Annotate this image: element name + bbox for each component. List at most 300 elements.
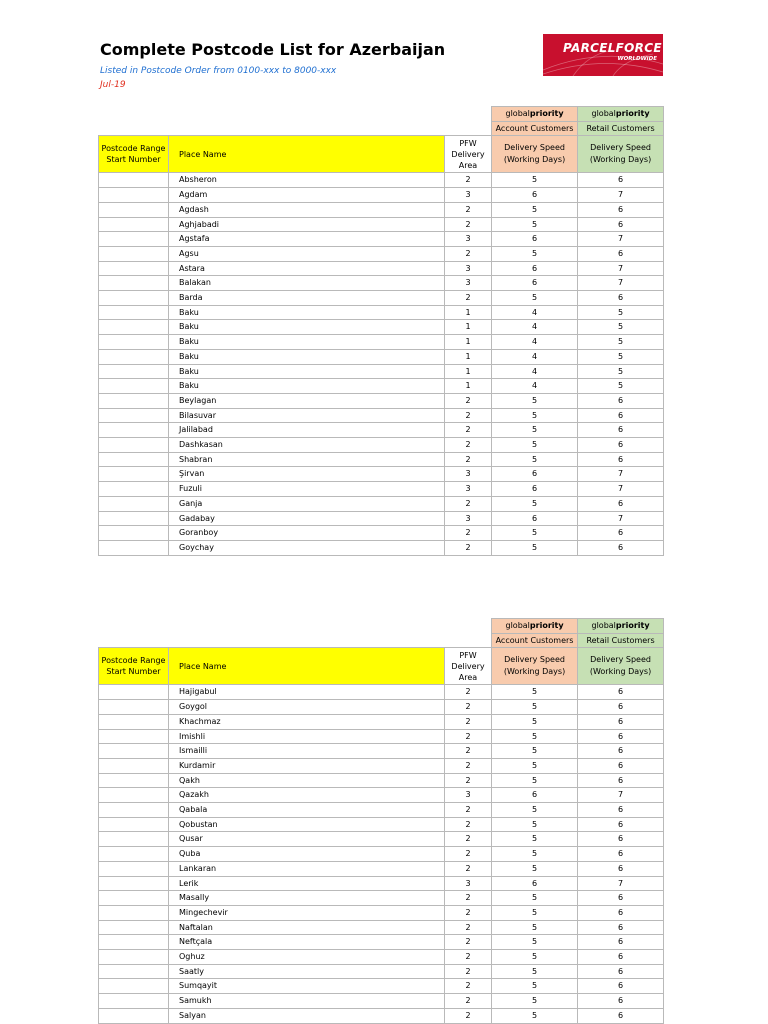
table-row [99,788,664,803]
retail-speed-cell: 6 [578,950,664,965]
account-speed-cell: 5 [492,803,578,818]
delivery-area-cell: 2 [445,964,492,979]
postcode-cell [99,920,169,935]
postcode-cell [99,276,169,291]
account-speed-cell: 5 [492,496,578,511]
place-name-cell: Lerik [169,876,445,891]
retail-speed-cell: 5 [578,320,664,335]
delivery-area-cell: 3 [445,188,492,203]
account-speed-cell: 5 [492,979,578,994]
retail-speed-cell: 7 [578,261,664,276]
delivery-area-cell: 2 [445,393,492,408]
table-row [99,438,664,453]
account-speed-cell: 4 [492,349,578,364]
table-row [99,467,664,482]
place-name-cell: Neftçala [169,935,445,950]
retail-speed-cell: 5 [578,335,664,350]
place-name-cell: Lankaran [169,861,445,876]
retail-speed-cell: 6 [578,202,664,217]
parcelforce-logo [543,34,663,76]
table-row [99,511,664,526]
delivery-area-cell: 2 [445,714,492,729]
account-speed-cell: 6 [492,876,578,891]
account-speed-cell: 6 [492,276,578,291]
place-name-cell: Jalilabad [169,423,445,438]
account-speed-cell: 5 [492,217,578,232]
postcode-cell [99,438,169,453]
place-name-cell: Agstafa [169,232,445,247]
delivery-area-cell: 2 [445,452,492,467]
delivery-area-cell: 2 [445,758,492,773]
retail-speed-cell: 5 [578,349,664,364]
place-name-cell: Naftalan [169,920,445,935]
retail-speed-cell: 6 [578,496,664,511]
page-subtitle: Listed in Postcode Order from 0100-xxx to 8000-xxx [100,66,337,76]
delivery-area-cell: 2 [445,438,492,453]
postcode-cell [99,905,169,920]
delivery-area-cell: 3 [445,511,492,526]
account-speed-cell: 6 [492,261,578,276]
retail-speed-cell: 6 [578,817,664,832]
table-row [99,1008,664,1023]
retail-speed-cell: 6 [578,291,664,306]
table-row [99,979,664,994]
account-speed-cell: 6 [492,482,578,497]
account-speed-cell: 4 [492,320,578,335]
table-row [99,540,664,555]
retail-speed-cell: 7 [578,467,664,482]
delivery-area-cell: 2 [445,540,492,555]
account-speed-cell: 6 [492,188,578,203]
account-speed-cell: 5 [492,994,578,1009]
postcode-cell [99,891,169,906]
place-name-cell: Imishli [169,729,445,744]
place-name-cell: Baku [169,335,445,350]
postcode-cell [99,861,169,876]
postcode-cell [99,305,169,320]
postcode-cell [99,232,169,247]
postcode-cell [99,320,169,335]
table-row [99,246,664,261]
place-name-cell: Fuzuli [169,482,445,497]
place-name-cell: Khachmaz [169,714,445,729]
account-speed-cell: 5 [492,438,578,453]
postcode-cell [99,773,169,788]
postcode-cell [99,217,169,232]
place-name-header: Place Name [169,648,445,685]
table-row [99,379,664,394]
postcode-cell [99,1008,169,1023]
postcode-cell [99,964,169,979]
account-speed-cell: 4 [492,364,578,379]
account-speed-cell: 5 [492,847,578,862]
place-name-cell: Ganja [169,496,445,511]
table-row [99,232,664,247]
place-name-cell: Bilasuvar [169,408,445,423]
table-row [99,817,664,832]
retail-speed-cell: 7 [578,482,664,497]
postcode-cell [99,950,169,965]
postcode-cell [99,202,169,217]
table-row [99,935,664,950]
place-name-cell: Aghjabadi [169,217,445,232]
place-name-cell: Qazakh [169,788,445,803]
table-row [99,729,664,744]
postcode-cell [99,482,169,497]
postcode-cell [99,246,169,261]
postcode-cell [99,335,169,350]
place-name-cell: Absheron [169,173,445,188]
postcode-cell [99,685,169,700]
account-speed-cell: 5 [492,540,578,555]
delivery-area-cell: 1 [445,335,492,350]
account-speed-cell: 6 [492,788,578,803]
postcode-cell [99,291,169,306]
place-name-cell: Goychay [169,540,445,555]
place-name-cell: Beylagan [169,393,445,408]
retail-speed-cell: 6 [578,217,664,232]
place-name-cell: Shabran [169,452,445,467]
retail-speed-cell: 6 [578,994,664,1009]
delivery-area-cell: 3 [445,482,492,497]
delivery-area-cell: 2 [445,729,492,744]
account-customers-header: Account Customers [492,633,578,648]
delivery-area-cell: 1 [445,305,492,320]
table-row [99,891,664,906]
retail-speed-cell: 6 [578,423,664,438]
delivery-area-cell: 3 [445,788,492,803]
logo-subtext: WORLDWIDE [617,56,657,62]
table-row [99,832,664,847]
place-name-cell: Baku [169,320,445,335]
account-speed-cell: 5 [492,773,578,788]
account-speed-cell: 5 [492,173,578,188]
place-name-cell: Agsu [169,246,445,261]
table-row [99,803,664,818]
retail-speed-cell: 6 [578,905,664,920]
table-row [99,773,664,788]
retail-speed-cell: 6 [578,408,664,423]
account-speed-cell: 5 [492,291,578,306]
retail-speed-cell: 6 [578,246,664,261]
delivery-area-cell: 3 [445,232,492,247]
retail-speed-cell: 6 [578,891,664,906]
place-name-header: Place Name [169,136,445,173]
table-row [99,758,664,773]
retail-speed-cell: 7 [578,876,664,891]
table-row [99,291,664,306]
delivery-area-cell: 2 [445,832,492,847]
retail-speed-cell: 6 [578,540,664,555]
delivery-area-cell: 2 [445,817,492,832]
place-name-cell: Quba [169,847,445,862]
retail-speed-cell: 6 [578,979,664,994]
account-speed-cell: 5 [492,202,578,217]
place-name-cell: Qabala [169,803,445,818]
account-speed-cell: 5 [492,964,578,979]
delivery-area-cell: 2 [445,994,492,1009]
postcode-cell [99,364,169,379]
delivery-area-cell: 2 [445,1008,492,1023]
postcode-cell [99,188,169,203]
retail-speed-cell: 6 [578,452,664,467]
account-speed-cell: 5 [492,1008,578,1023]
place-name-cell: Mingechevir [169,905,445,920]
delivery-area-cell: 2 [445,423,492,438]
account-speed-cell: 5 [492,393,578,408]
table-row [99,861,664,876]
postcode-cell [99,994,169,1009]
retail-speed-cell: 5 [578,305,664,320]
account-speed-cell: 5 [492,861,578,876]
place-name-cell: Qusar [169,832,445,847]
postcode-cell [99,788,169,803]
table-row [99,305,664,320]
table-row [99,188,664,203]
delivery-area-cell: 2 [445,803,492,818]
place-name-cell: Dashkasan [169,438,445,453]
delivery-area-cell: 2 [445,496,492,511]
account-speed-cell: 5 [492,905,578,920]
postcode-cell [99,379,169,394]
account-speed-cell: 5 [492,817,578,832]
table-row [99,320,664,335]
retail-speed-cell: 7 [578,232,664,247]
postcode-cell [99,496,169,511]
table-row [99,423,664,438]
retail-speed-cell: 6 [578,685,664,700]
account-speed-cell: 4 [492,379,578,394]
retail-speed-cell: 6 [578,173,664,188]
place-name-cell: Baku [169,364,445,379]
postcode-cell [99,452,169,467]
retail-speed-cell: 6 [578,803,664,818]
delivery-area-cell: 2 [445,685,492,700]
account-speed-cell: 5 [492,246,578,261]
table-row [99,482,664,497]
account-speed-cell: 5 [492,714,578,729]
place-name-cell: Gadabay [169,511,445,526]
account-speed-cell: 5 [492,452,578,467]
retail-speed-cell: 7 [578,276,664,291]
postcode-cell [99,817,169,832]
retail-customers-header: Retail Customers [578,121,664,136]
retail-speed-cell: 6 [578,964,664,979]
delivery-area-cell: 2 [445,891,492,906]
table-row [99,496,664,511]
place-name-cell: Salyan [169,1008,445,1023]
account-speed-cell: 4 [492,305,578,320]
retail-delivery-speed-header: Delivery Speed (Working Days) [578,648,664,685]
retail-speed-cell: 6 [578,744,664,759]
account-speed-cell: 5 [492,920,578,935]
retail-speed-cell: 6 [578,758,664,773]
postcode-cell [99,393,169,408]
retail-delivery-speed-header: Delivery Speed (Working Days) [578,136,664,173]
table-row [99,364,664,379]
table-row [99,408,664,423]
account-speed-cell: 5 [492,685,578,700]
account-speed-cell: 5 [492,950,578,965]
postcode-range-header: Postcode Range Start Number [99,136,169,173]
retail-speed-cell: 6 [578,773,664,788]
retail-speed-cell: 6 [578,438,664,453]
place-name-cell: Samukh [169,994,445,1009]
postcode-cell [99,173,169,188]
retail-speed-cell: 6 [578,700,664,715]
retail-speed-cell: 6 [578,729,664,744]
place-name-cell: Goranboy [169,526,445,541]
delivery-area-cell: 1 [445,379,492,394]
account-speed-cell: 6 [492,467,578,482]
table-row [99,261,664,276]
place-name-cell: Balakan [169,276,445,291]
delivery-area-cell: 2 [445,246,492,261]
global-priority-account-label: globalpriority [492,107,578,122]
retail-speed-cell: 6 [578,935,664,950]
table-row [99,714,664,729]
retail-speed-cell: 6 [578,714,664,729]
postcode-cell [99,744,169,759]
global-priority-account-label: globalpriority [492,619,578,634]
account-customers-header: Account Customers [492,121,578,136]
account-speed-cell: 5 [492,423,578,438]
account-speed-cell: 5 [492,744,578,759]
delivery-area-cell: 2 [445,173,492,188]
pfw-delivery-area-header: PFW Delivery Area [445,136,492,173]
postcode-cell [99,511,169,526]
postcode-cell [99,261,169,276]
place-name-cell: Goygol [169,700,445,715]
place-name-cell: Baku [169,379,445,394]
account-speed-cell: 5 [492,408,578,423]
pfw-delivery-area-header: PFW Delivery Area [445,648,492,685]
table-row [99,905,664,920]
delivery-area-cell: 2 [445,408,492,423]
page-date: Jul-19 [100,80,126,90]
place-name-cell: Şirvan [169,467,445,482]
place-name-cell: Sumqayit [169,979,445,994]
table-row [99,847,664,862]
postcode-range-header: Postcode Range Start Number [99,648,169,685]
place-name-cell: Baku [169,305,445,320]
postcode-cell [99,408,169,423]
table-row [99,994,664,1009]
account-speed-cell: 5 [492,700,578,715]
retail-speed-cell: 6 [578,526,664,541]
place-name-cell: Oghuz [169,950,445,965]
place-name-cell: Masally [169,891,445,906]
delivery-area-cell: 3 [445,276,492,291]
postcode-cell [99,526,169,541]
retail-speed-cell: 7 [578,511,664,526]
delivery-area-cell: 2 [445,744,492,759]
account-speed-cell: 5 [492,729,578,744]
account-speed-cell: 4 [492,335,578,350]
delivery-area-cell: 3 [445,876,492,891]
retail-speed-cell: 6 [578,920,664,935]
place-name-cell: Saatly [169,964,445,979]
page-title: Complete Postcode List for Azerbaijan [100,40,446,59]
postcode-table-2 [98,618,663,1024]
account-speed-cell: 5 [492,832,578,847]
place-name-cell: Kurdamir [169,758,445,773]
retail-speed-cell: 6 [578,1008,664,1023]
table-row [99,202,664,217]
table-row [99,526,664,541]
postcode-cell [99,729,169,744]
delivery-area-cell: 2 [445,773,492,788]
place-name-cell: Hajigabul [169,685,445,700]
postcode-table-1 [98,106,663,556]
retail-speed-cell: 7 [578,788,664,803]
retail-speed-cell: 6 [578,832,664,847]
postcode-cell [99,700,169,715]
delivery-area-cell: 1 [445,349,492,364]
retail-speed-cell: 6 [578,393,664,408]
delivery-area-cell: 2 [445,700,492,715]
place-name-cell: Agdash [169,202,445,217]
postcode-cell [99,467,169,482]
table-row [99,173,664,188]
place-name-cell: Agdam [169,188,445,203]
table-row [99,335,664,350]
account-speed-cell: 5 [492,526,578,541]
delivery-area-cell: 2 [445,950,492,965]
delivery-area-cell: 2 [445,905,492,920]
delivery-area-cell: 3 [445,261,492,276]
place-name-cell: Baku [169,349,445,364]
delivery-area-cell: 1 [445,364,492,379]
postcode-cell [99,758,169,773]
account-speed-cell: 6 [492,232,578,247]
delivery-area-cell: 3 [445,467,492,482]
postcode-cell [99,540,169,555]
postcode-cell [99,935,169,950]
delivery-area-cell: 2 [445,979,492,994]
logo-text: PARCELFORCE [563,41,662,55]
table-row [99,349,664,364]
account-speed-cell: 5 [492,891,578,906]
place-name-cell: Ismailli [169,744,445,759]
delivery-area-cell: 1 [445,320,492,335]
retail-speed-cell: 6 [578,861,664,876]
account-speed-cell: 5 [492,758,578,773]
account-delivery-speed-header: Delivery Speed (Working Days) [492,648,578,685]
delivery-area-cell: 2 [445,202,492,217]
delivery-area-cell: 2 [445,847,492,862]
retail-speed-cell: 6 [578,847,664,862]
global-priority-retail-label: globalpriority [578,619,664,634]
retail-speed-cell: 5 [578,364,664,379]
table-row [99,393,664,408]
retail-customers-header: Retail Customers [578,633,664,648]
global-priority-retail-label: globalpriority [578,107,664,122]
postcode-cell [99,847,169,862]
place-name-cell: Barda [169,291,445,306]
delivery-area-cell: 2 [445,217,492,232]
delivery-area-cell: 2 [445,935,492,950]
postcode-cell [99,803,169,818]
postcode-cell [99,714,169,729]
delivery-area-cell: 2 [445,291,492,306]
table-row [99,217,664,232]
table-row [99,744,664,759]
retail-speed-cell: 7 [578,188,664,203]
account-speed-cell: 6 [492,511,578,526]
table-row [99,700,664,715]
postcode-cell [99,423,169,438]
